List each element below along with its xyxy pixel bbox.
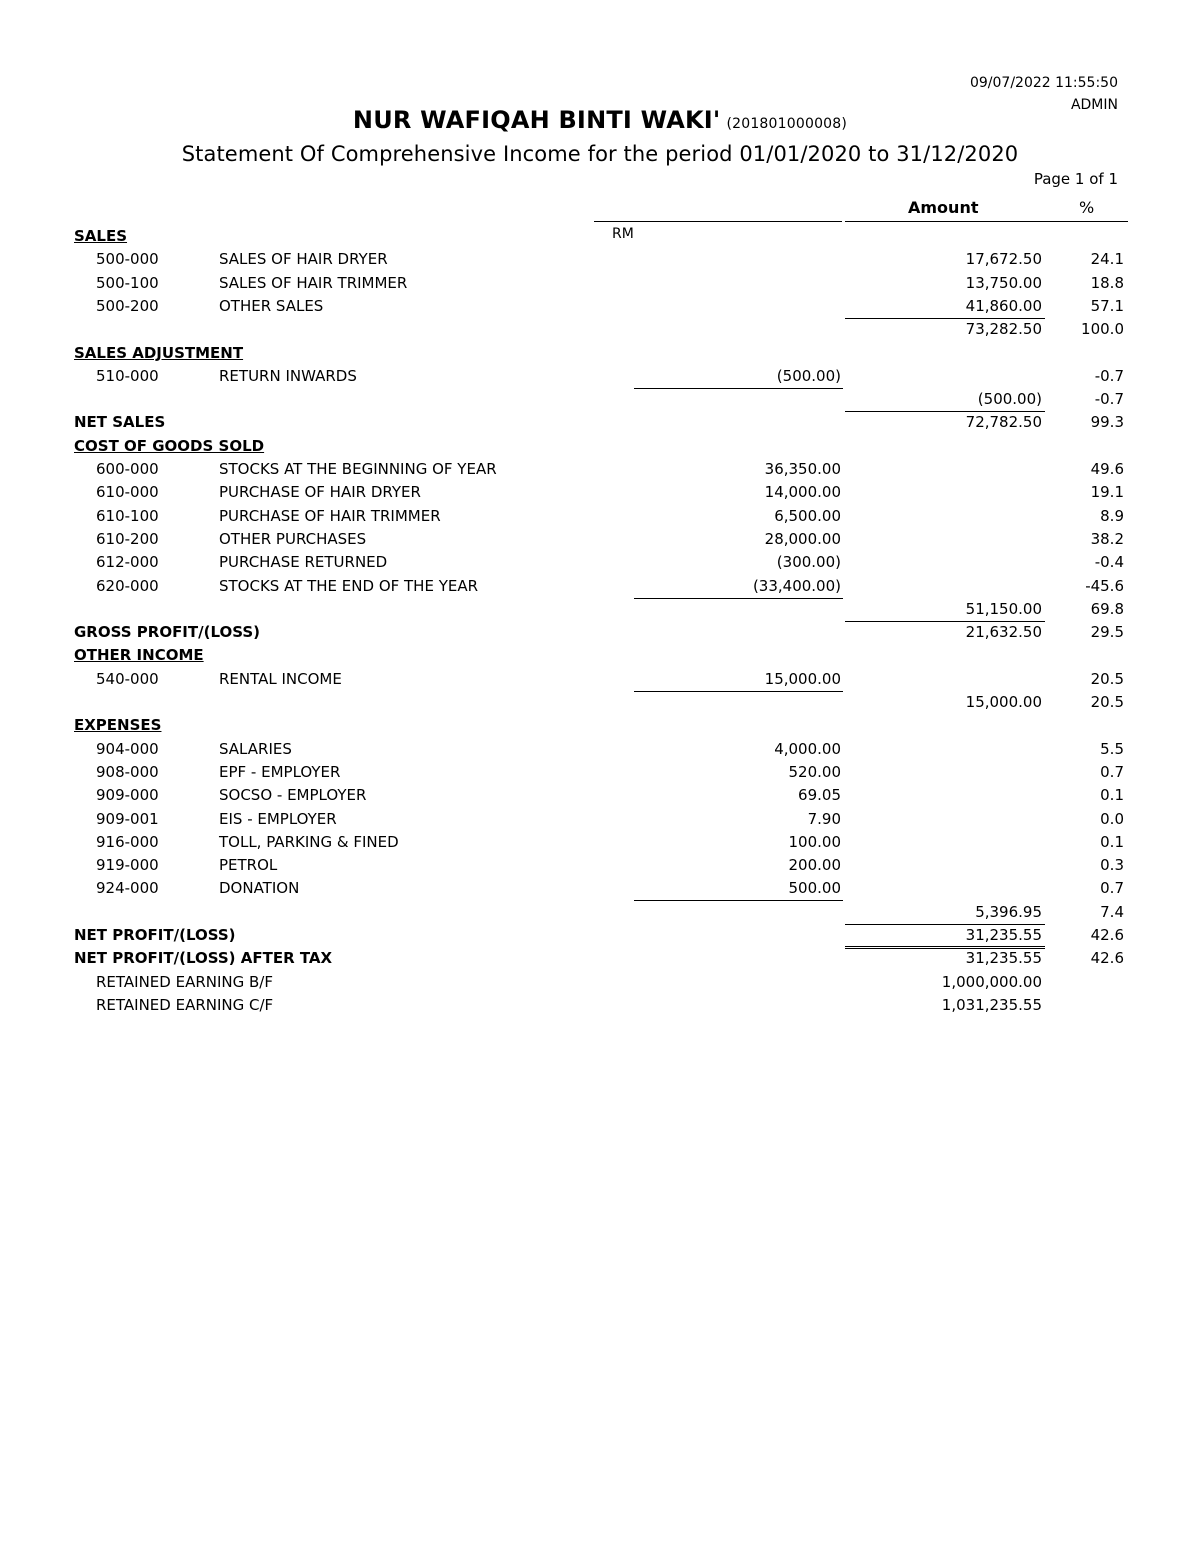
detail-amount: 14,000.00 bbox=[764, 483, 841, 501]
account-code: 908-000 bbox=[96, 763, 159, 781]
account-code: 620-000 bbox=[96, 577, 159, 595]
table-row bbox=[0, 274, 1200, 297]
percentage: 0.3 bbox=[1100, 856, 1124, 874]
amount-column-header: Amount bbox=[908, 198, 979, 217]
print-user: ADMIN bbox=[1070, 97, 1118, 113]
table-row bbox=[0, 810, 1200, 833]
total-amount: 73,282.50 bbox=[965, 320, 1042, 338]
section-heading: COST OF GOODS SOLD bbox=[74, 437, 265, 455]
detail-amount: (300.00) bbox=[776, 553, 841, 571]
percentage: 19.1 bbox=[1090, 483, 1124, 501]
percentage: 99.3 bbox=[1090, 413, 1124, 431]
percentage: 18.8 bbox=[1090, 274, 1124, 292]
account-code: 610-000 bbox=[96, 483, 159, 501]
account-description: TOLL, PARKING & FINED bbox=[219, 833, 399, 851]
percentage: -0.4 bbox=[1094, 553, 1124, 571]
table-row bbox=[0, 507, 1200, 530]
account-code: 909-000 bbox=[96, 786, 159, 804]
table-row bbox=[0, 297, 1200, 320]
total-rule bbox=[845, 924, 1045, 925]
table-row bbox=[0, 460, 1200, 483]
table-row bbox=[0, 577, 1200, 600]
account-description: EIS - EMPLOYER bbox=[219, 810, 337, 828]
total-amount: 41,860.00 bbox=[965, 297, 1042, 315]
section-heading-row bbox=[0, 646, 1200, 669]
section-heading: NET SALES bbox=[74, 413, 166, 431]
account-description: DONATION bbox=[219, 879, 300, 897]
subtotal-rule bbox=[634, 691, 843, 692]
detail-amount: 4,000.00 bbox=[774, 740, 841, 758]
detail-amount: 520.00 bbox=[788, 763, 841, 781]
table-row bbox=[0, 367, 1200, 390]
total-amount: 13,750.00 bbox=[965, 274, 1042, 292]
row-label: RETAINED EARNING C/F bbox=[96, 996, 274, 1014]
total-amount: (500.00) bbox=[977, 390, 1042, 408]
account-description: SALES OF HAIR DRYER bbox=[219, 250, 388, 268]
table-row bbox=[0, 740, 1200, 763]
percentage: 42.6 bbox=[1090, 926, 1124, 944]
table-row bbox=[0, 693, 1200, 716]
account-description: PURCHASE OF HAIR TRIMMER bbox=[219, 507, 441, 525]
table-row bbox=[0, 833, 1200, 856]
percentage: 38.2 bbox=[1090, 530, 1124, 548]
report-subtitle: Statement Of Comprehensive Income for the period 01/01/2020 to 31/12/2020 bbox=[181, 142, 1019, 166]
account-code: 500-000 bbox=[96, 250, 159, 268]
account-code: 510-000 bbox=[96, 367, 159, 385]
account-description: SALES OF HAIR TRIMMER bbox=[219, 274, 408, 292]
account-code: 540-000 bbox=[96, 670, 159, 688]
account-code: 916-000 bbox=[96, 833, 159, 851]
section-heading: SALES ADJUSTMENT bbox=[74, 344, 244, 362]
section-heading-row bbox=[0, 344, 1200, 367]
table-row bbox=[0, 670, 1200, 693]
detail-amount: 15,000.00 bbox=[764, 670, 841, 688]
percentage: 0.0 bbox=[1100, 810, 1124, 828]
page-number: Page 1 of 1 bbox=[1033, 170, 1118, 188]
detail-amount: (500.00) bbox=[776, 367, 841, 385]
table-row bbox=[0, 600, 1200, 623]
percentage: 69.8 bbox=[1090, 600, 1124, 618]
table-row bbox=[0, 973, 1200, 996]
percentage: 0.7 bbox=[1100, 879, 1124, 897]
section-heading-row bbox=[0, 227, 1200, 250]
section-heading: NET PROFIT/(LOSS) bbox=[74, 926, 236, 944]
detail-amount: 500.00 bbox=[788, 879, 841, 897]
total-amount: 1,031,235.55 bbox=[941, 996, 1042, 1014]
subtotal-rule bbox=[634, 900, 843, 901]
total-amount: 31,235.55 bbox=[965, 926, 1042, 944]
account-code: 904-000 bbox=[96, 740, 159, 758]
account-description: STOCKS AT THE BEGINNING OF YEAR bbox=[219, 460, 497, 478]
account-code: 610-100 bbox=[96, 507, 159, 525]
account-description: STOCKS AT THE END OF THE YEAR bbox=[219, 577, 479, 595]
table-row bbox=[0, 483, 1200, 506]
percentage: 7.4 bbox=[1100, 903, 1124, 921]
percentage: -45.6 bbox=[1085, 577, 1124, 595]
detail-amount: 6,500.00 bbox=[774, 507, 841, 525]
account-code: 919-000 bbox=[96, 856, 159, 874]
currency-label: RM bbox=[612, 226, 634, 242]
header-rule-right bbox=[845, 221, 1128, 222]
account-code: 600-000 bbox=[96, 460, 159, 478]
table-row bbox=[0, 250, 1200, 273]
total-amount: 51,150.00 bbox=[965, 600, 1042, 618]
detail-amount: (33,400.00) bbox=[752, 577, 841, 595]
account-description: PURCHASE RETURNED bbox=[219, 553, 388, 571]
account-code: 909-001 bbox=[96, 810, 159, 828]
total-rule bbox=[845, 411, 1045, 412]
detail-amount: 36,350.00 bbox=[764, 460, 841, 478]
total-amount: 31,235.55 bbox=[965, 949, 1042, 967]
account-code: 610-200 bbox=[96, 530, 159, 548]
detail-amount: 28,000.00 bbox=[764, 530, 841, 548]
percentage: 0.1 bbox=[1100, 786, 1124, 804]
account-code: 924-000 bbox=[96, 879, 159, 897]
total-amount: 72,782.50 bbox=[965, 413, 1042, 431]
total-amount: 1,000,000.00 bbox=[941, 973, 1042, 991]
table-row bbox=[0, 320, 1200, 343]
detail-amount: 7.90 bbox=[807, 810, 841, 828]
registration-number: (201801000008) bbox=[726, 116, 848, 132]
total-amount: 15,000.00 bbox=[965, 693, 1042, 711]
section-heading: SALES bbox=[74, 227, 128, 245]
percentage: 5.5 bbox=[1100, 740, 1124, 758]
company-title bbox=[0, 106, 1200, 134]
section-heading-row bbox=[0, 716, 1200, 739]
percentage: 8.9 bbox=[1100, 507, 1124, 525]
detail-amount: 100.00 bbox=[788, 833, 841, 851]
account-description: PETROL bbox=[219, 856, 278, 874]
section-heading: OTHER INCOME bbox=[74, 646, 204, 664]
total-amount: 21,632.50 bbox=[965, 623, 1042, 641]
percentage: 57.1 bbox=[1090, 297, 1124, 315]
account-description: OTHER PURCHASES bbox=[219, 530, 367, 548]
table-row bbox=[0, 530, 1200, 553]
row-label: RETAINED EARNING B/F bbox=[96, 973, 273, 991]
account-code: 612-000 bbox=[96, 553, 159, 571]
table-row bbox=[0, 879, 1200, 902]
section-heading-row bbox=[0, 413, 1200, 436]
print-datetime: 09/07/2022 11:55:50 bbox=[969, 75, 1118, 91]
total-rule bbox=[845, 621, 1045, 622]
percentage: 0.1 bbox=[1100, 833, 1124, 851]
account-code: 500-100 bbox=[96, 274, 159, 292]
percentage: 100.0 bbox=[1081, 320, 1124, 338]
percentage: 20.5 bbox=[1090, 693, 1124, 711]
table-row bbox=[0, 763, 1200, 786]
account-description: SALARIES bbox=[219, 740, 292, 758]
company-name: NUR WAFIQAH BINTI WAKI' bbox=[352, 106, 721, 134]
percentage: 49.6 bbox=[1090, 460, 1124, 478]
percentage: 29.5 bbox=[1090, 623, 1124, 641]
section-heading: NET PROFIT/(LOSS) AFTER TAX bbox=[74, 949, 333, 967]
detail-amount: 200.00 bbox=[788, 856, 841, 874]
account-code: 500-200 bbox=[96, 297, 159, 315]
account-description: EPF - EMPLOYER bbox=[219, 763, 341, 781]
account-description: SOCSO - EMPLOYER bbox=[219, 786, 367, 804]
total-rule bbox=[845, 318, 1045, 319]
account-description: RETURN INWARDS bbox=[219, 367, 357, 385]
percentage: 42.6 bbox=[1090, 949, 1124, 967]
table-row bbox=[0, 786, 1200, 809]
subtotal-rule bbox=[634, 388, 843, 389]
table-row bbox=[0, 390, 1200, 413]
percent-column-header: % bbox=[1079, 198, 1095, 217]
total-amount: 5,396.95 bbox=[975, 903, 1042, 921]
percentage: 0.7 bbox=[1100, 763, 1124, 781]
section-heading: GROSS PROFIT/(LOSS) bbox=[74, 623, 261, 641]
section-heading-row bbox=[0, 437, 1200, 460]
percentage: -0.7 bbox=[1094, 367, 1124, 385]
table-row bbox=[0, 856, 1200, 879]
account-description: RENTAL INCOME bbox=[219, 670, 342, 688]
table-row bbox=[0, 553, 1200, 576]
table-row bbox=[0, 903, 1200, 926]
percentage: 20.5 bbox=[1090, 670, 1124, 688]
total-amount: 17,672.50 bbox=[965, 250, 1042, 268]
percentage: 24.1 bbox=[1090, 250, 1124, 268]
header-rule-left bbox=[594, 221, 842, 222]
section-heading-row bbox=[0, 623, 1200, 646]
table-row bbox=[0, 996, 1200, 1019]
section-heading-row bbox=[0, 949, 1200, 972]
detail-amount: 69.05 bbox=[798, 786, 841, 804]
section-heading: EXPENSES bbox=[74, 716, 162, 734]
percentage: -0.7 bbox=[1094, 390, 1124, 408]
account-description: PURCHASE OF HAIR DRYER bbox=[219, 483, 421, 501]
subtotal-rule bbox=[634, 598, 843, 599]
account-description: OTHER SALES bbox=[219, 297, 324, 315]
